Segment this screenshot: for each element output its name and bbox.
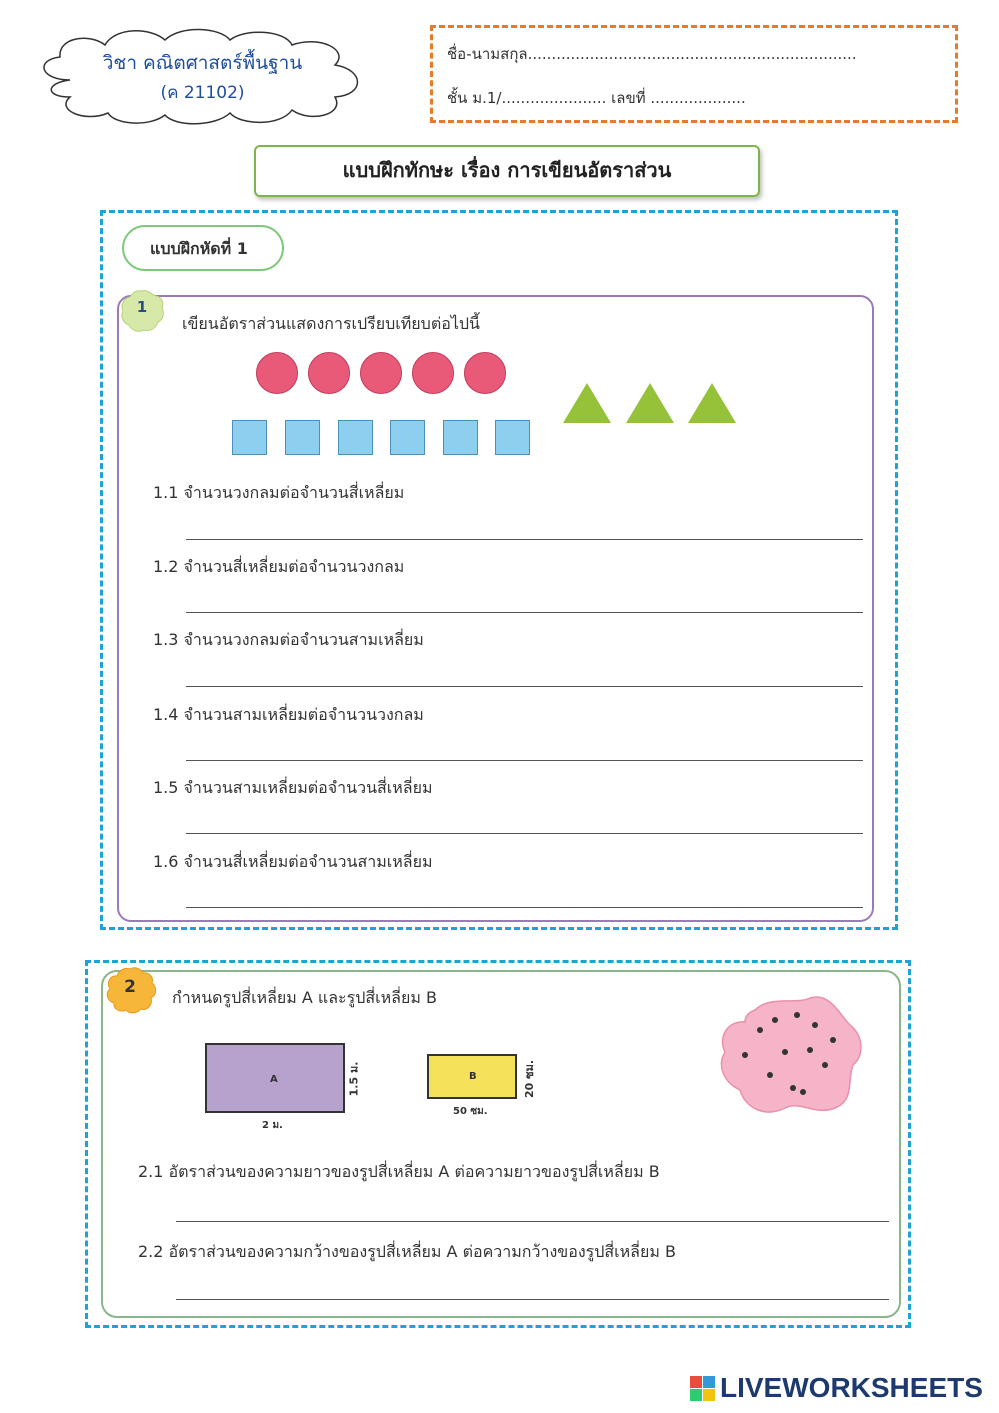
square-shape (390, 420, 425, 455)
section1-instruction: เขียนอัตราส่วนแสดงการเปรียบเทียบต่อไปนี้ (182, 314, 480, 333)
worksheet-title: แบบฝึกทักษะ เรื่อง การเขียนอัตราส่วน (342, 158, 672, 182)
question-1-4: 1.4 จำนวนสามเหลี่ยมต่อจำนวนวงกลม (153, 705, 424, 724)
question-1-2: 1.2 จำนวนสี่เหลี่ยมต่อจำนวนวงกลม (153, 557, 405, 576)
square-shape (232, 420, 267, 455)
logo-text: LIVEWORKSHEETS (720, 1372, 983, 1403)
subject-text (30, 48, 375, 108)
circle-shape (464, 352, 506, 394)
subject-code: (ค 21102) (160, 83, 245, 103)
logo-icon (690, 1376, 716, 1402)
circle-shape (308, 352, 350, 394)
square-shape (338, 420, 373, 455)
rectangle-a-label: A (270, 1074, 278, 1085)
student-info-box (430, 25, 958, 123)
answer-line-1-1[interactable] (186, 539, 863, 540)
answer-line-1-4[interactable] (186, 760, 863, 761)
rectangle-b (427, 1054, 517, 1099)
liveworksheets-logo (690, 1370, 990, 1410)
worksheet-title-box (254, 145, 760, 197)
square-shape (285, 420, 320, 455)
badge-2-label: 2 (124, 977, 136, 997)
name-field[interactable]: ชื่อ-นามสกุล..................................................................... (447, 45, 857, 63)
square-shape (495, 420, 530, 455)
answer-line-1-3[interactable] (186, 686, 863, 687)
answer-line-2-1[interactable] (176, 1221, 889, 1222)
question-2-1: 2.1 อัตราส่วนของความยาวของรูปสี่เหลี่ยม A ต่อความยาวของรูปสี่เหลี่ยม B (138, 1162, 660, 1181)
answer-line-1-2[interactable] (186, 612, 863, 613)
question-1-3: 1.3 จำนวนวงกลมต่อจำนวนสามเหลี่ยม (153, 630, 424, 649)
answer-line-1-6[interactable] (186, 907, 863, 908)
question-2-2: 2.2 อัตราส่วนของความกว้างของรูปสี่เหลี่ยม A ต่อความกว้างของรูปสี่เหลี่ยม B (138, 1242, 676, 1261)
rectangle-b-width: 50 ซม. (453, 1106, 488, 1117)
germ-illustration (715, 990, 865, 1120)
circle-shape (360, 352, 402, 394)
answer-line-1-5[interactable] (186, 833, 863, 834)
subject-name: วิชา คณิตศาสตร์พื้นฐาน (102, 52, 303, 74)
question-1-1: 1.1 จำนวนวงกลมต่อจำนวนสี่เหลี่ยม (153, 483, 405, 502)
circle-shape (256, 352, 298, 394)
rectangle-b-label: B (469, 1071, 477, 1082)
badge-1-label: 1 (136, 298, 148, 316)
triangle-shape (626, 383, 674, 423)
triangle-shape (563, 383, 611, 423)
circle-shape (412, 352, 454, 394)
section2-instruction: กำหนดรูปสี่เหลี่ยม A และรูปสี่เหลี่ยม B (172, 988, 437, 1007)
rectangle-a (205, 1043, 345, 1113)
class-number-field[interactable]: ชั้น ม.1/...................... เลขที่ .................... (447, 89, 746, 107)
rectangle-b-height: 20 ซม. (523, 1059, 537, 1099)
square-shape (443, 420, 478, 455)
triangle-shape (688, 383, 736, 423)
exercise-tag-label: แบบฝึกหัดที่ 1 (150, 239, 248, 258)
rectangle-a-width: 2 ม. (262, 1120, 283, 1131)
question-1-5: 1.5 จำนวนสามเหลี่ยมต่อจำนวนสี่เหลี่ยม (153, 778, 433, 797)
rectangle-a-height: 1.5 ม. (347, 1061, 361, 1097)
question-1-6: 1.6 จำนวนสี่เหลี่ยมต่อจำนวนสามเหลี่ยม (153, 852, 433, 871)
answer-line-2-2[interactable] (176, 1299, 889, 1300)
